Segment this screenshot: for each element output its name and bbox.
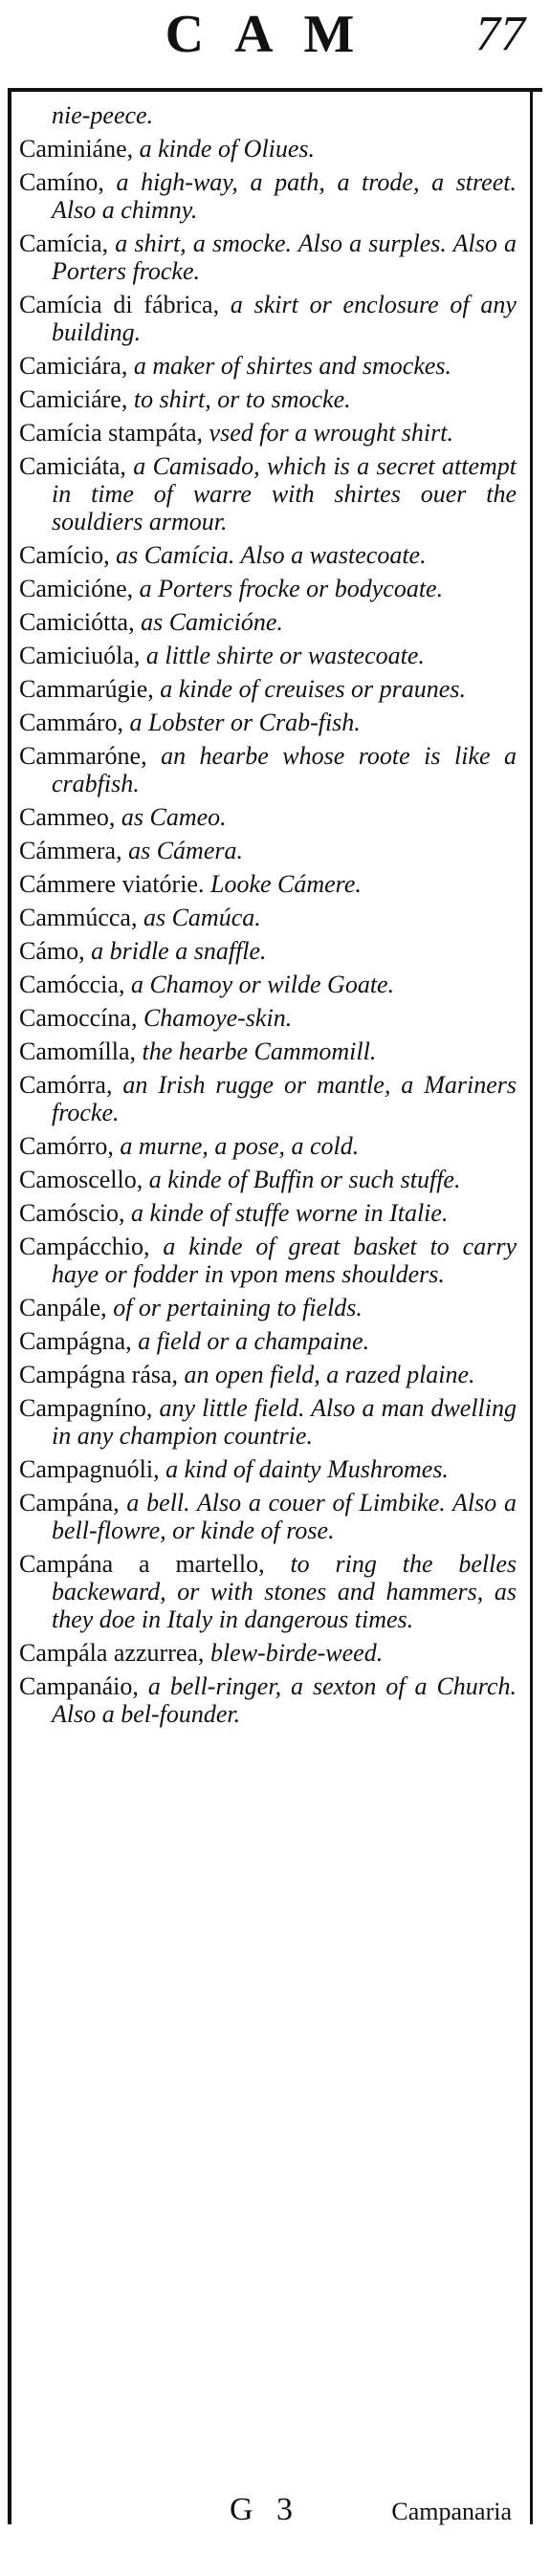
page-number: 77 — [475, 7, 525, 61]
dictionary-entry — [19, 1455, 517, 1483]
right-column-rule — [530, 88, 533, 2524]
left-column-rule — [8, 88, 11, 2524]
entry-definition: a bridle a snaffle. — [84, 937, 267, 965]
entry-list — [19, 101, 517, 2530]
entry-headword: Camoccína, — [19, 1004, 138, 1032]
dictionary-entry — [19, 1550, 517, 1633]
entry-headword: Camícia, — [19, 229, 109, 257]
entry-headword: Campágna, — [19, 1327, 132, 1355]
dictionary-entry — [19, 675, 517, 703]
entry-definition: as Camícia. Also a wastecoate. — [109, 541, 427, 569]
entry-definition: vsed for a wrought shirt. — [203, 419, 453, 447]
entry-definition: a Chamoy or wilde Goate. — [124, 971, 395, 998]
entry-headword: Campagnuóli, — [19, 1455, 160, 1483]
entry-headword: Cammúcca, — [19, 904, 138, 931]
entry-headword: Camiciáre, — [19, 385, 128, 413]
entry-headword: Campácchio, — [19, 1233, 150, 1260]
entry-definition: a kinde of great basket to carry haye or fodder in vpon mens shoulders. — [52, 1233, 517, 1288]
entry-headword: Campagníno, — [19, 1394, 153, 1422]
entry-definition: an Irish rugge or mantle, a Mariners frocke. — [52, 1071, 517, 1126]
running-head: CAM — [165, 5, 385, 64]
dictionary-entry — [19, 642, 517, 669]
entry-headword: Campána, — [19, 1489, 120, 1517]
page-footer — [0, 2486, 550, 2576]
entry-definition: a skirt or enclosure of any building. — [52, 291, 517, 346]
dictionary-entry — [19, 1394, 517, 1450]
entry-definition: Chamoye-skin. — [137, 1004, 293, 1032]
dictionary-entry — [19, 168, 517, 224]
entry-headword: Cámmera, — [19, 837, 122, 864]
entry-definition: as Camúca. — [137, 904, 261, 931]
entry-headword: Camórra, — [19, 1071, 113, 1099]
entry-definition: a Porters frocke or bodycoate. — [133, 575, 444, 602]
entry-definition: a kinde of creuises or praunes. — [153, 675, 466, 703]
entry-headword: Camiciótta, — [19, 608, 135, 636]
dictionary-entry — [19, 937, 517, 965]
entry-headword: Camício, — [19, 541, 110, 569]
dictionary-entry — [19, 291, 517, 346]
dictionary-entry — [19, 419, 517, 447]
entry-headword: Campágna rása, — [19, 1361, 179, 1388]
entry-definition: of or pertaining to fields. — [106, 1294, 363, 1321]
entry-headword: Cammeo, — [19, 803, 116, 831]
entry-headword: Camícia di fábrica, — [19, 291, 220, 318]
entry-headword: Canpále, — [19, 1294, 107, 1321]
entry-headword: Campána a martello, — [19, 1550, 265, 1578]
entry-headword: Cammarúgie, — [19, 675, 154, 703]
entry-definition: as Cámera. — [121, 837, 243, 864]
entry-definition: a Camisado, which is a secret attempt in time of warre with shirtes ouer the souldiers armour. — [52, 452, 517, 535]
entry-definition: a little shirte or wastecoate. — [140, 642, 425, 669]
entry-headword: Camiciuóla, — [19, 642, 141, 669]
dictionary-entry — [19, 452, 517, 535]
entry-definition: nie-peece. — [52, 101, 154, 129]
entry-headword: Cámo, — [19, 937, 85, 965]
entry-headword: Camóccia, — [19, 971, 125, 998]
entry-headword: Camoscello, — [19, 1166, 143, 1193]
entry-definition: a kinde of stuffe worne in Italie. — [124, 1199, 449, 1227]
entry-definition: a kind of dainty Mushromes. — [159, 1455, 449, 1483]
entry-definition: a kinde of Oliues. — [133, 135, 316, 163]
entry-definition: a bell-ringer, a sexton of a Church. Also a bel-founder. — [52, 1672, 517, 1728]
dictionary-entry — [19, 608, 517, 636]
dictionary-entry — [19, 541, 517, 569]
entry-headword: Cámmere viatórie. — [19, 870, 205, 898]
dictionary-entry — [19, 1639, 517, 1667]
entry-definition: a kinde of Buffin or such stuffe. — [143, 1166, 461, 1193]
entry-headword: Caminiáne, — [19, 135, 134, 163]
dictionary-entry — [19, 1199, 517, 1227]
entry-definition: a murne, a pose, a cold. — [113, 1132, 360, 1160]
entry-definition: blew-birde-weed. — [204, 1639, 384, 1667]
dictionary-entry — [19, 385, 517, 413]
dictionary-entry — [19, 837, 517, 864]
dictionary-entry — [19, 1233, 517, 1288]
entry-definition: any little field. Also a man dwelling in any champion countrie. — [52, 1394, 517, 1450]
entry-definition: a high-way, a path, a trode, a street. Also a chimny. — [52, 168, 517, 224]
entry-headword: Camomílla, — [19, 1037, 137, 1065]
dictionary-entry — [19, 352, 517, 380]
entry-headword: Campála azzurrea, — [19, 1639, 205, 1667]
catchword: Campanaria — [391, 2498, 512, 2525]
entry-headword: Campanáio, — [19, 1672, 139, 1700]
dictionary-entry — [19, 1361, 517, 1388]
entry-definition: a shirt, a smocke. Also a surples. Also a Porters frocke. — [52, 229, 517, 285]
entry-headword: Camicióne, — [19, 575, 134, 602]
entry-definition: to shirt, or to smocke. — [127, 385, 351, 413]
dictionary-entry — [19, 1489, 517, 1544]
dictionary-entry — [19, 101, 517, 129]
entry-definition: a maker of shirtes and smockes. — [127, 352, 452, 380]
dictionary-entry — [19, 1166, 517, 1193]
entry-headword: Cammaróne, — [19, 742, 147, 770]
entry-headword: Camíno, — [19, 168, 104, 196]
entry-definition: a bell. Also a couer of Limbike. Also a bell-flowre, or kinde of rose. — [52, 1489, 517, 1544]
entry-definition: an open field, a razed plaine. — [178, 1361, 475, 1388]
dictionary-entry — [19, 229, 517, 285]
entry-headword: Camóscio, — [19, 1199, 125, 1227]
dictionary-entry — [19, 575, 517, 602]
dictionary-entry — [19, 742, 517, 797]
dictionary-entry — [19, 971, 517, 998]
entry-headword: Camiciára, — [19, 352, 128, 380]
entry-headword: Camórro, — [19, 1132, 114, 1160]
entry-definition: a field or a champaine. — [131, 1327, 370, 1355]
dictionary-entry — [19, 1037, 517, 1065]
dictionary-entry — [19, 1327, 517, 1355]
dictionary-entry — [19, 1132, 517, 1160]
entry-headword: Camícia stampáta, — [19, 419, 204, 447]
entry-definition: the hearbe Cammomill. — [136, 1037, 377, 1065]
dictionary-entry — [19, 1071, 517, 1126]
entry-definition: as Cameo. — [115, 803, 227, 831]
dictionary-entry — [19, 870, 517, 898]
dictionary-entry — [19, 135, 517, 163]
entry-headword: Cammáro, — [19, 709, 124, 736]
dictionary-entry — [19, 1004, 517, 1032]
dictionary-entry — [19, 803, 517, 831]
signature-mark: G 3 — [230, 2492, 301, 2527]
entry-definition: to ring the belles backeward, or with stones and hammers, as they doe in Italy in dangerous times. — [52, 1550, 517, 1633]
entry-definition: as Camicióne. — [134, 608, 283, 636]
entry-definition: an hearbe whose roote is like a crabfish. — [52, 742, 517, 797]
dictionary-entry — [19, 904, 517, 931]
entry-definition: a Lobster or Crab-fish. — [123, 709, 361, 736]
dictionary-entry — [19, 1672, 517, 1728]
dictionary-entry — [19, 1294, 517, 1321]
entry-definition: Looke Cámere. — [204, 870, 362, 898]
dictionary-entry — [19, 709, 517, 736]
entry-headword: Camiciáta, — [19, 452, 126, 480]
top-rule — [8, 88, 542, 92]
